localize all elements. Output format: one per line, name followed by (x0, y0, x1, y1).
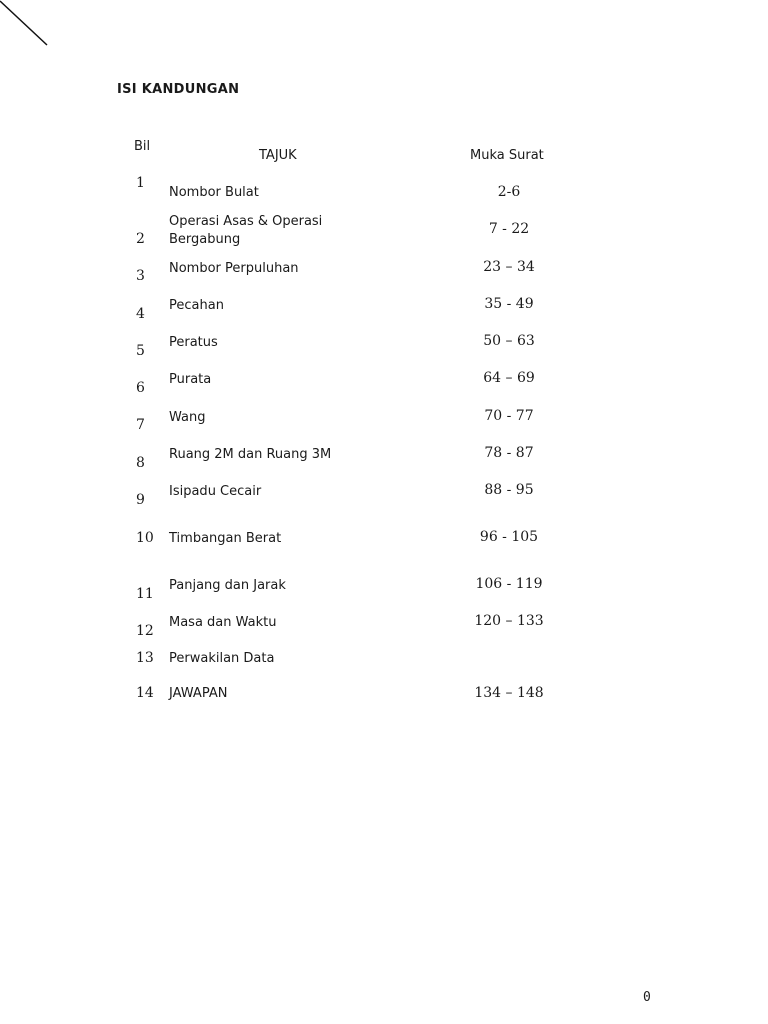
toc-row-title: Masa dan Waktu (169, 615, 277, 630)
toc-row-number: 11 (136, 586, 154, 602)
toc-row-pages: 106 - 119 (475, 576, 543, 592)
toc-row-number: 9 (136, 492, 145, 508)
header-muka-surat: Muka Surat (470, 148, 544, 163)
toc-row-pages: 2-6 (497, 184, 521, 200)
toc-row-title: Operasi Asas & Operasi Bergabung (169, 214, 323, 247)
toc-row-title: Ruang 2M dan Ruang 3M (169, 447, 332, 462)
corner-line-decoration (0, 0, 50, 48)
toc-row-number: 3 (136, 268, 145, 284)
toc-row-number: 5 (136, 343, 145, 359)
toc-row-title: Wang (169, 410, 206, 425)
toc-row-title: Pecahan (169, 298, 224, 313)
toc-row-title: Nombor Perpuluhan (169, 261, 299, 276)
toc-row-title: Panjang dan Jarak (169, 578, 286, 593)
document-title: ISI KANDUNGAN (117, 82, 240, 97)
toc-row-number: 4 (136, 306, 145, 322)
toc-row-number: 8 (136, 455, 145, 471)
toc-row-title: Nombor Bulat (169, 185, 259, 200)
toc-row-pages: 23 – 34 (483, 259, 535, 275)
toc-row-title: Isipadu Cecair (169, 484, 262, 499)
toc-row-pages: 50 – 63 (483, 333, 535, 349)
toc-row-pages: 120 – 133 (474, 613, 544, 629)
toc-row-pages: 64 – 69 (483, 370, 535, 386)
toc-row-number: 12 (136, 623, 154, 639)
toc-row-pages: 78 - 87 (484, 445, 534, 461)
toc-row-number: 13 (136, 650, 154, 666)
page-number: 0 (643, 990, 651, 1005)
header-tajuk: TAJUK (259, 148, 297, 163)
toc-row-pages: 96 - 105 (479, 529, 539, 545)
toc-row-title: Timbangan Berat (169, 531, 282, 546)
toc-row-pages: 35 - 49 (484, 296, 534, 312)
toc-row-pages: 88 - 95 (484, 482, 534, 498)
toc-row-number: 2 (136, 231, 145, 247)
toc-row-pages: 134 – 148 (474, 685, 544, 701)
toc-row-pages: 7 - 22 (488, 221, 530, 237)
toc-row-title: Perwakilan Data (169, 651, 275, 666)
toc-row-pages: 70 - 77 (484, 408, 534, 424)
toc-row-title: JAWAPAN (169, 686, 228, 701)
toc-row-title: Peratus (169, 335, 218, 350)
toc-row-number: 10 (136, 530, 154, 546)
toc-row-title: Purata (169, 372, 212, 387)
toc-row-number: 7 (136, 417, 145, 433)
toc-row-number: 1 (136, 175, 145, 191)
toc-row-number: 14 (136, 685, 154, 701)
header-bil: Bil (134, 139, 151, 154)
toc-row-number: 6 (136, 380, 145, 396)
